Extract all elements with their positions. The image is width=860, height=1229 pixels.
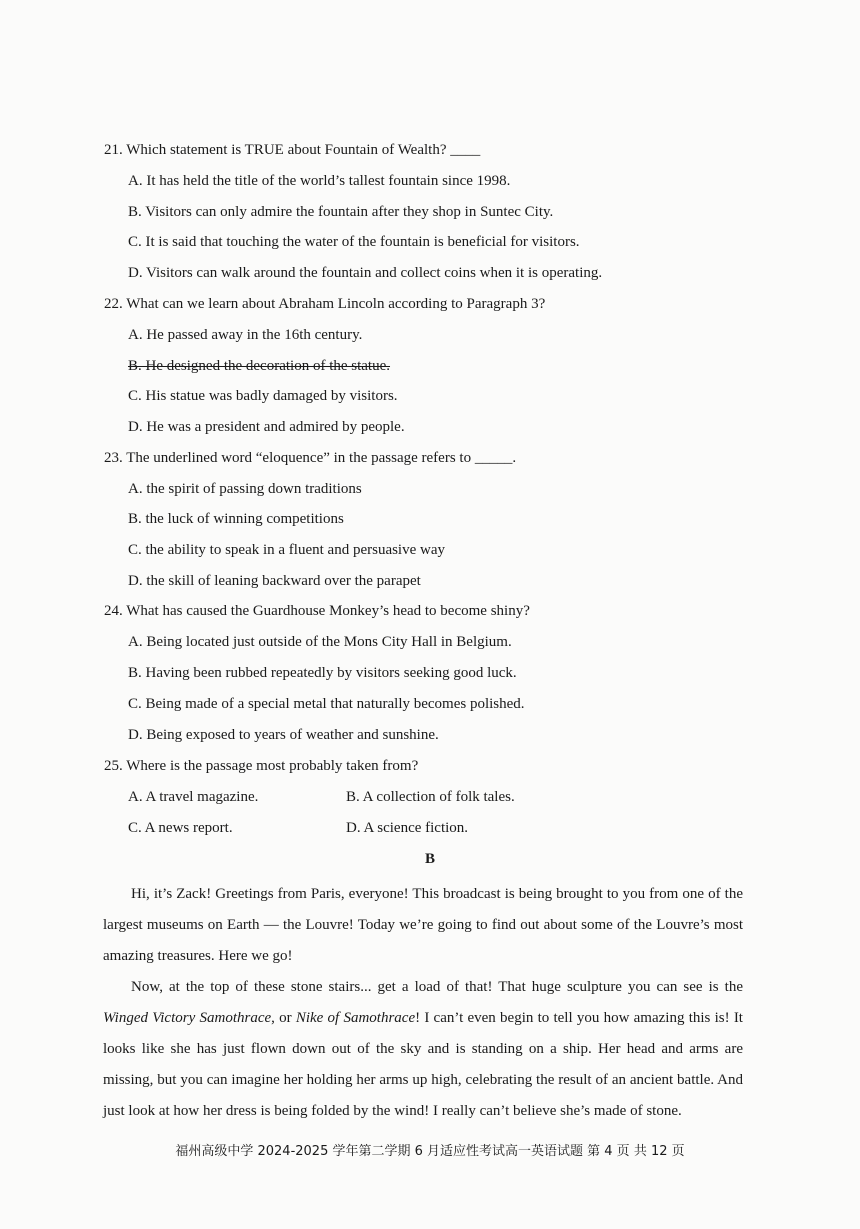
option-21-b: B. Visitors can only admire the fountain after they shop in Suntec City. <box>128 204 554 220</box>
option-22-d: D. He was a president and admired by people. <box>128 419 405 435</box>
question-stem: What has caused the Guardhouse Monkey’s head to become shiny? <box>126 603 530 619</box>
option-24-b: B. Having been rubbed repeatedly by visitors seeking good luck. <box>128 665 517 681</box>
question-number: 24. <box>104 603 123 619</box>
option-23-a: A. the spirit of passing down traditions <box>128 481 362 497</box>
question-number: 25. <box>104 758 123 774</box>
question-24 <box>104 601 530 621</box>
option-22-c: C. His statue was badly damaged by visitors. <box>128 388 398 404</box>
option-21-a: A. It has held the title of the world’s tallest fountain since 1998. <box>128 173 511 189</box>
option-25-b: B. A collection of folk tales. <box>346 789 515 805</box>
answer-blank: ____ <box>450 142 481 158</box>
question-25 <box>104 756 418 776</box>
option-21-d: D. Visitors can walk around the fountain and collect coins when it is operating. <box>128 265 603 281</box>
option-25-a: A. A travel magazine. <box>128 789 259 805</box>
section-heading: B <box>424 851 435 867</box>
option-24-d: D. Being exposed to years of weather and sunshine. <box>128 727 439 743</box>
question-number: 22. <box>104 296 123 312</box>
option-25-d: D. A science fiction. <box>346 820 469 836</box>
option-23-d: D. the skill of leaning backward over the parapet <box>128 573 421 589</box>
question-21 <box>104 140 480 160</box>
question-number: 21. <box>104 142 123 158</box>
page-footer: 福州高级中学 2024-2025 学年第二学期 6 月适应性考试高一英语试题 第 4 页 共 12 页 <box>175 1144 685 1159</box>
option-22-a: A. He passed away in the 16th century. <box>128 327 363 343</box>
question-stem: Where is the passage most probably taken from? <box>126 758 419 774</box>
option-23-c: C. the ability to speak in a fluent and persuasive way <box>128 542 445 558</box>
option-22-b: B. He designed the decoration of the statue. <box>128 358 391 374</box>
option-24-a: A. Being located just outside of the Mons City Hall in Belgium. <box>128 634 512 650</box>
option-24-c: C. Being made of a special metal that naturally becomes polished. <box>128 696 525 712</box>
passage-paragraph-2: Now, at the top of these stone stairs... get a load of that! That huge sculpture you can see is the Winged Victory Samothrace, or Nike of Samothrace! I can’t even begin to tell you how amazing this is! It looks like she has just flown down out of the sky and is standing on a ship. Her head and arms are missing, but you can imagine her holding her arms up high, celebrating the result of an ancient battle. And just look at how her dress is being folded by the wind! I really can’t believe she’s made of stone. <box>103 979 743 1119</box>
option-23-b: B. the luck of winning competitions <box>128 511 344 527</box>
question-23 <box>104 448 516 468</box>
option-21-c: C. It is said that touching the water of the fountain is beneficial for visitors. <box>128 234 580 250</box>
question-stem: Which statement is TRUE about Fountain of Wealth? <box>126 142 447 158</box>
passage-paragraph-1: Hi, it’s Zack! Greetings from Paris, everyone! This broadcast is being brought to you from one of the largest museums on Earth — the Louvre! Today we’re going to find out about some of the Louvre’s most amazing treasures. Here we go! <box>103 886 743 964</box>
question-stem: The underlined word “eloquence” in the passage refers to <box>126 450 472 466</box>
option-25-c: C. A news report. <box>128 820 233 836</box>
answer-blank: _____. <box>474 450 517 466</box>
sculpture-title: Winged Victory Samothrace <box>103 1010 272 1026</box>
question-number: 23. <box>104 450 123 466</box>
sculpture-alt-title: Nike of Samothrace <box>295 1010 416 1026</box>
question-22 <box>104 294 545 314</box>
question-stem: What can we learn about Abraham Lincoln according to Paragraph 3? <box>126 296 546 312</box>
